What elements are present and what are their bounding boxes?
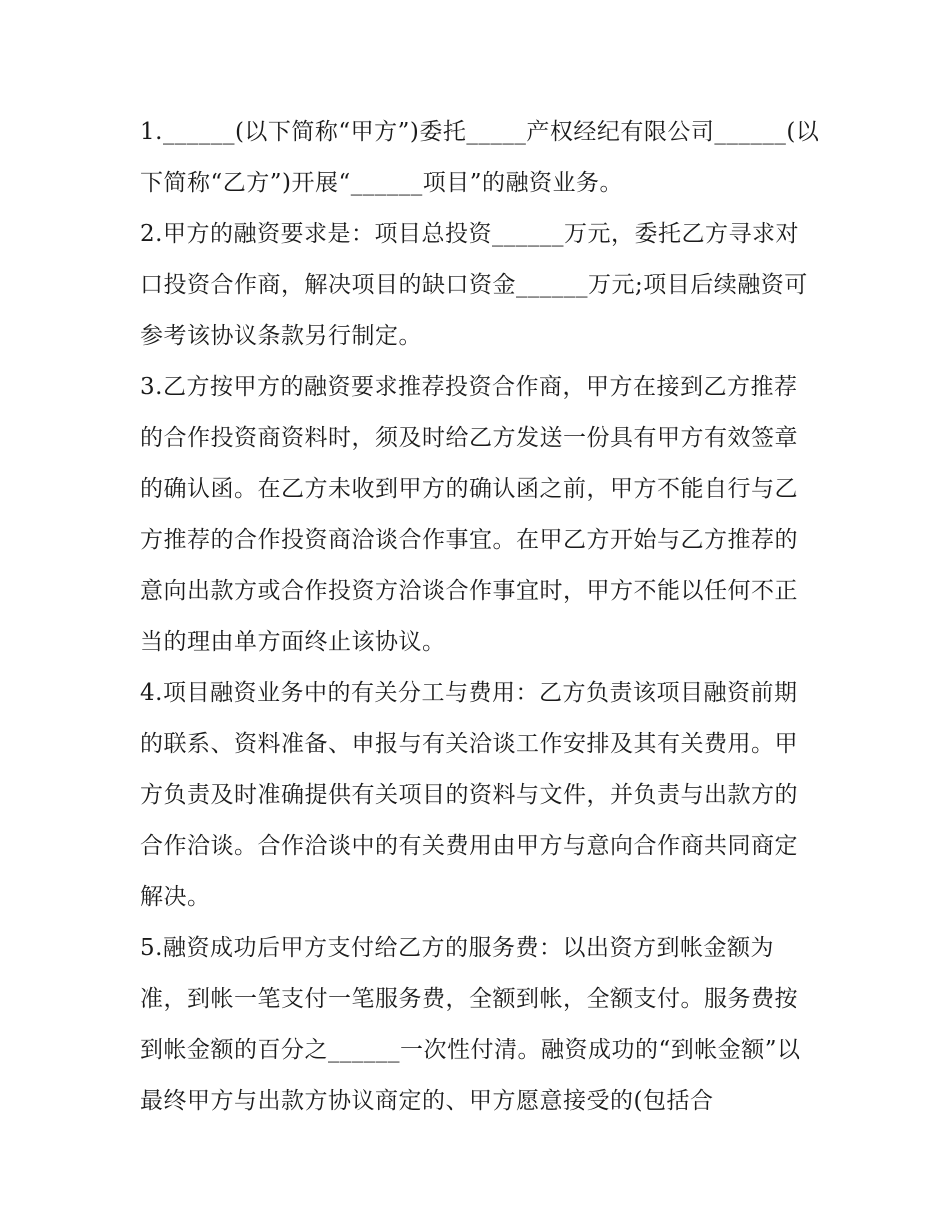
clause-5-paragraph: 5.融资成功后甲方支付给乙方的服务费：以出资方到帐金额为准，到帐一笔支付一笔服务费，全额到帐，全额支付。服务费按到帐金额的百分之______一次性付清。融资成功的“到帐金额”以最终甲方与出款方协议商定的、甲方愿意接受的(包括合	[140, 935, 801, 1114]
clause-4-paragraph: 4.项目融资业务中的有关分工与费用：乙方负责该项目融资前期的联系、资料准备、申报与有关洽谈工作安排及其有关费用。甲方负责及时准确提供有关项目的资料与文件，并负责与出款方的合作洽谈。合作洽谈中的有关费用由甲方与意向合作商共同商定解决。	[140, 680, 798, 910]
clause-2-paragraph: 2.甲方的融资要求是：项目总投资______万元，委托乙方寻求对口投资合作商，解决项目的缺口资金______万元;项目后续融资可参考该协议条款另行制定。	[140, 221, 808, 349]
clause-3-paragraph: 3.乙方按甲方的融资要求推荐投资合作商，甲方在接到乙方推荐的合作投资商资料时，须及时给乙方发送一份具有甲方有效签章的确认函。在乙方未收到甲方的确认函之前，甲方不能自行与乙方推荐的合作投资商洽谈合作事宜。在甲乙方开始与乙方推荐的意向出款方或合作投资方洽谈合作事宜时，甲方不能以任何不正当的理由单方面终止该协议。	[140, 374, 798, 655]
clause-1-paragraph: 1.______(以下简称“甲方”)委托_____产权经纪有限公司______(以下简称“乙方”)开展“______项目”的融资业务。	[140, 119, 820, 196]
document-body	[140, 107, 820, 1127]
